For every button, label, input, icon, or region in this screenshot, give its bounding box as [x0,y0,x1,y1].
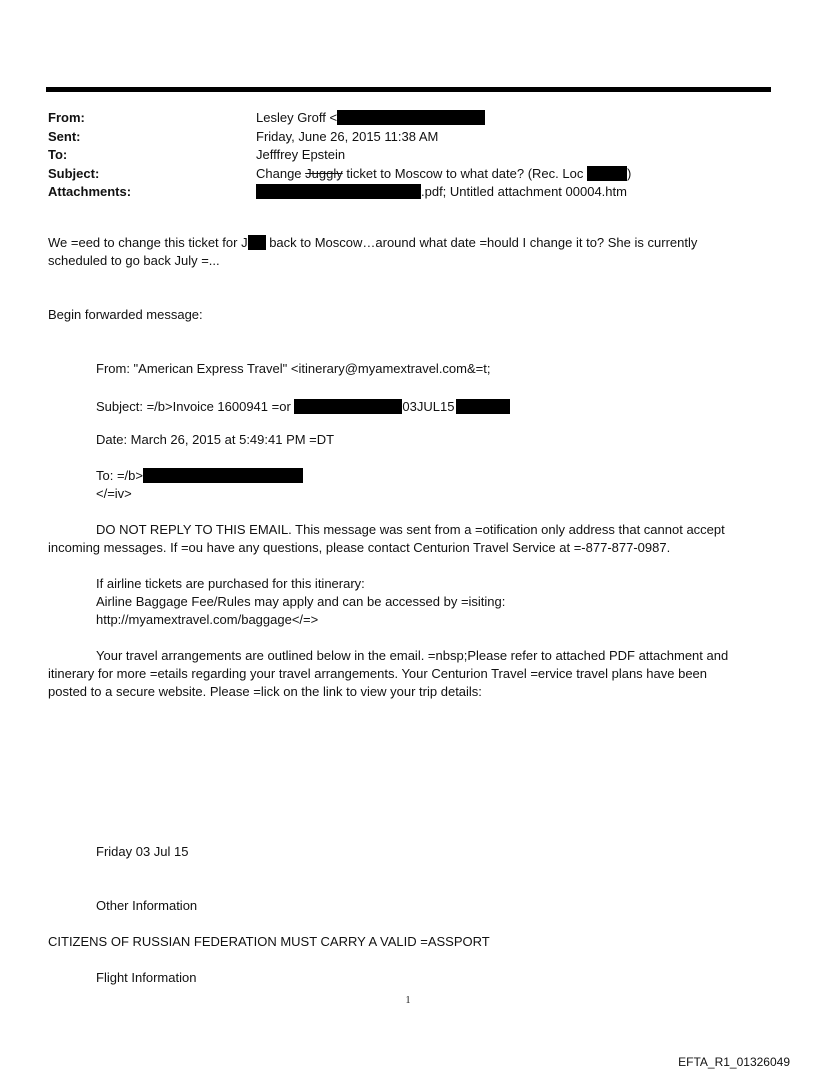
travel-line-1: Your travel arrangements are outlined below in the email. =nbsp;Please refer to attached PDF attachment and [96,648,729,663]
baggage-link[interactable]: http://myamextravel.com/baggage</=> [96,612,319,627]
other-information-heading: Other Information [96,898,198,913]
attachments-row [48,183,768,202]
redaction-box [587,166,627,181]
forwarded-from: From: "American Express Travel" <itinerary@myamextravel.com&=t; [96,361,491,376]
subject-pre: Change [256,165,306,181]
from-value: Lesley Groff < [256,110,338,125]
airline-line-1: If airline tickets are purchased for this itinerary: [96,576,365,591]
sent-value: Friday, June 26, 2015 11:38 AM [256,128,439,144]
airline-line-2: Airline Baggage Fee/Rules may apply and can be accessed by =isiting: [96,594,506,609]
from-label: From: [48,110,85,125]
sent-row [48,128,768,147]
forwarded-heading: Begin forwarded message: [48,307,203,322]
passport-notice: CITIZENS OF RUSSIAN FEDERATION MUST CARRY A VALID =ASSPORT [48,934,490,949]
subject-mid: ticket to Moscow to what date? (Rec. Loc [342,165,587,181]
sent-label: Sent: [48,128,81,144]
to-row [48,146,768,165]
trip-date: Friday 03 Jul 15 [96,844,189,859]
to-value: Jefffrey Epstein [256,147,346,162]
redaction-box [143,468,303,483]
page-number: 1 [405,995,411,1006]
to-label: To: [48,147,68,162]
document-id: EFTA_R1_01326049 [678,1055,790,1069]
subject-post: ) [626,165,632,181]
subject-label: Subject: [48,165,100,181]
flight-information-heading: Flight Information [96,970,197,985]
travel-line-2: itinerary for more =etails regarding your travel arrangements. Your Centurion Travel =ervice travel plans have been [48,666,708,681]
redaction-box [256,184,421,199]
from-row [48,109,768,128]
intro-line-2: scheduled to go back July =... [48,253,220,268]
header-rule [46,87,771,92]
forwarded-div-tag: </=iv> [96,486,132,501]
attachments-value[interactable]: .pdf; Untitled attachment 00004.htm [421,184,627,199]
forwarded-to: To: =/b> [96,467,303,485]
subject-row [48,165,768,184]
redaction-box [456,399,510,414]
attachments-label: Attachments: [48,184,132,199]
intro-line-1: We =eed to change this ticket for J back to Moscow…around what date =hould I change it to? She is currently [48,235,698,250]
travel-line-3: posted to a secure website. Please =lick on the link to view your trip details: [48,684,482,699]
email-header [48,109,768,202]
noreply-line-2: incoming messages. If =ou have any questions, please contact Centurion Travel Service at =-877-877-0987. [48,540,671,555]
redaction-box [294,399,402,414]
redaction-box [248,235,266,250]
forwarded-date: Date: March 26, 2015 at 5:49:41 PM =DT [96,432,335,447]
forwarded-subject: Subject: =/b>Invoice 1600941 =or 03JUL15 [96,398,510,416]
redaction-box [337,110,485,125]
subject-struck-name: Juggly [305,165,343,181]
noreply-line-1: DO NOT REPLY TO THIS EMAIL. This message was sent from a =otification only address that cannot accept [96,522,725,537]
